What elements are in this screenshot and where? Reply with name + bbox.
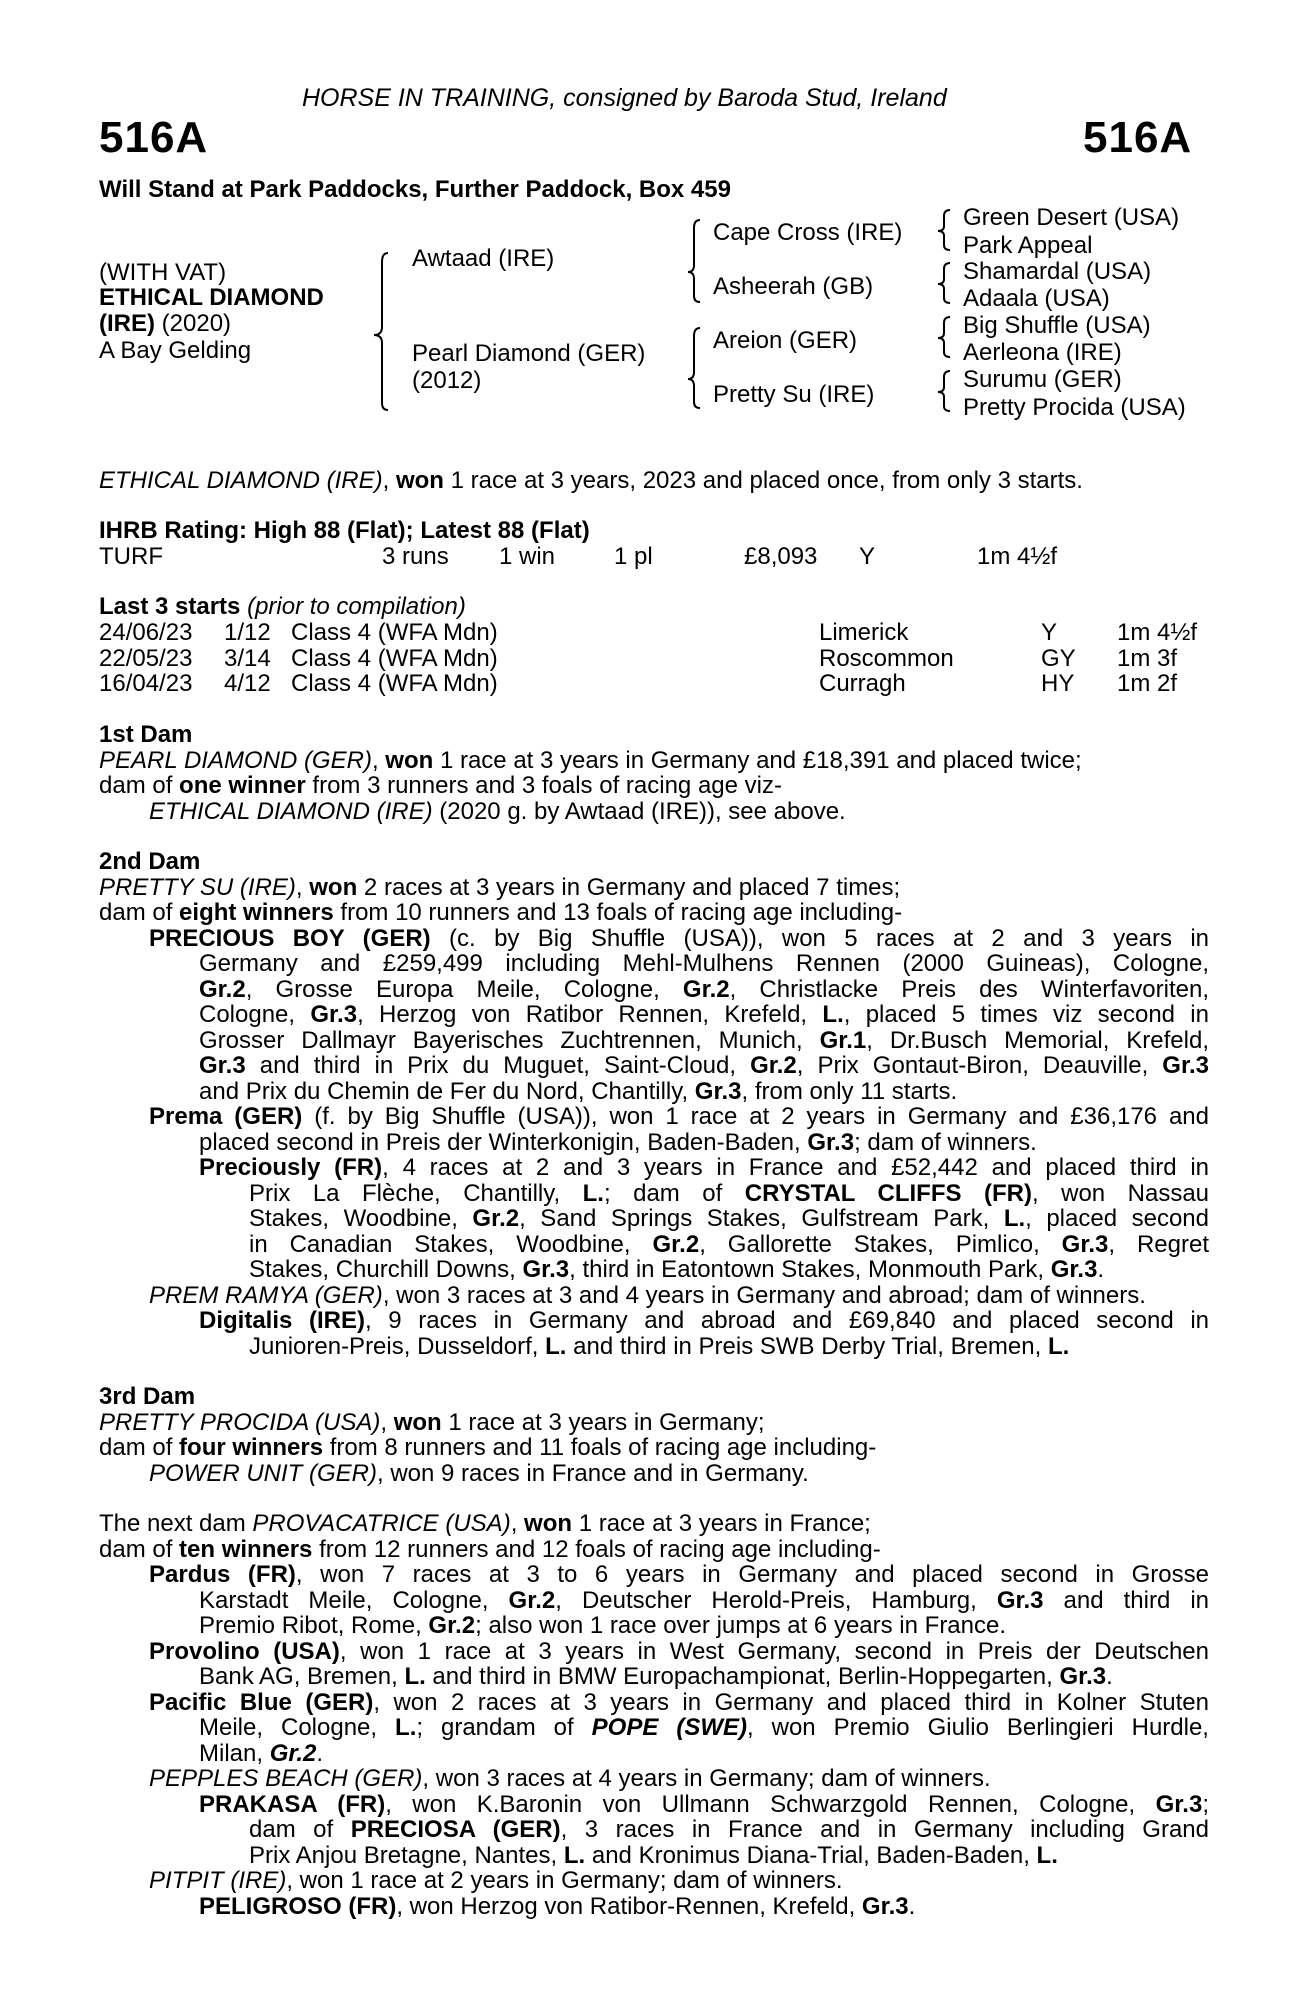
grade: Gr.3: [1162, 1052, 1209, 1079]
lot-number-right: 516A: [1083, 113, 1193, 162]
rating-wins: 1 win: [499, 543, 556, 570]
grade: L.: [822, 1001, 844, 1028]
line-text: placed second in Preis der Winterkonigin, Baden-Baden,: [199, 1128, 808, 1156]
start-race: Class 4 (WFA Mdn): [291, 670, 498, 697]
grade: Gr.3: [694, 1077, 742, 1105]
winners-count: four winners: [179, 1434, 324, 1461]
line-text: , won 3 races at 4 years in Germany; dam of winners.: [422, 1765, 991, 1792]
rating-going: Y: [859, 543, 876, 570]
line-text: Cologne,: [199, 1001, 311, 1028]
line-text: , won 9 races in France and in Germany.: [377, 1459, 809, 1487]
start-position: 1/12: [224, 619, 271, 646]
line-text: in Canadian Stakes, Woodbine,: [249, 1230, 653, 1258]
last-starts-table: [99, 620, 1219, 697]
line-text: dam of: [99, 1434, 180, 1461]
horse-name: ETHICAL DIAMOND: [99, 284, 324, 311]
offspring-name: Digitalis (IRE): [199, 1307, 365, 1334]
power-unit-entry: [99, 1461, 1209, 1487]
grade: Gr.3: [861, 1892, 909, 1920]
prem-ramya-entry: [99, 1283, 1209, 1309]
preciously-entry: [99, 1155, 1209, 1283]
start-course: Curragh: [819, 670, 906, 697]
line-text: Meile, Cologne,: [199, 1714, 396, 1741]
last-starts-label: Last 3 starts: [99, 593, 241, 620]
prakasa-entry: [99, 1792, 1209, 1869]
line-text: , won 1 race at 2 years in Germany; dam of winners.: [286, 1867, 843, 1894]
line-text: dam of: [99, 899, 180, 926]
start-date: 22/05/23: [99, 644, 193, 672]
offspring-name: PELIGROSO (FR): [199, 1892, 397, 1920]
pedigree-sire-dam: Asheerah (GB): [713, 273, 874, 300]
grade: Gr.3: [1155, 1790, 1203, 1818]
line-text: Junioren-Preis, Dusseldorf,: [249, 1332, 546, 1360]
winners-count: eight winners: [179, 899, 334, 926]
digitalis-entry: [99, 1308, 1209, 1359]
line-text: .: [908, 1892, 916, 1920]
line-text: , from only 11 starts.: [741, 1077, 958, 1105]
line-text: , won 2 races at 3 years in Germany and placed third in Kolner Stuten: [373, 1688, 1209, 1716]
grade: Gr.3: [807, 1128, 855, 1156]
offspring-name: POWER UNIT (GER): [149, 1459, 377, 1487]
line-text: , third in Eatontown Stakes, Monmouth Park,: [569, 1256, 1051, 1283]
next-dam-section: [99, 1511, 1209, 1919]
line-text: , won 7 races at 3 to 6 years in Germany and placed second in Grosse: [295, 1561, 1209, 1588]
start-date: 16/04/23: [99, 670, 193, 697]
offspring-name: Prema (GER): [149, 1103, 303, 1130]
line-text: , Dr.Busch Memorial, Krefeld,: [866, 1026, 1210, 1054]
first-dam-line: PEARL DIAMOND (GER), won 1 race at 3 years in Germany and £18,391 and placed twice;: [99, 746, 1082, 774]
start-race: Class 4 (WFA Mdn): [291, 644, 498, 672]
horse-year: (2020): [161, 310, 232, 337]
summary-horse-name: ETHICAL DIAMOND (IRE): [99, 467, 383, 494]
rating-title: IHRB Rating: High 88 (Flat); Latest 88 (Flat): [99, 517, 590, 544]
last-starts-note: (prior to compilation): [247, 593, 466, 620]
dam-name: PRETTY SU (IRE): [99, 873, 296, 901]
prema-entry: [99, 1104, 1209, 1155]
pacific-blue-entry: [99, 1690, 1209, 1767]
line-text: ; also won 1 race over jumps at 6 years in France.: [475, 1612, 1007, 1639]
grade: Gr.3: [1059, 1663, 1107, 1690]
grade: L.: [563, 1841, 586, 1869]
start-position: 4/12: [224, 670, 271, 697]
third-dam-section: [99, 1384, 1209, 1486]
line-text: Milan,: [199, 1739, 270, 1767]
peligroso-entry: [99, 1894, 1209, 1920]
consignment-line: HORSE IN TRAINING, consigned by Baroda Stud, Ireland: [302, 84, 947, 112]
pardus-entry: [99, 1562, 1209, 1639]
start-distance: 1m 2f: [1117, 670, 1178, 697]
grade: L.: [1003, 1205, 1026, 1232]
pedigree-dam: Pearl Diamond (GER): [412, 340, 646, 367]
line-text: , Gallorette Stakes, Pimlico,: [699, 1230, 1062, 1258]
second-dam-section: [99, 849, 1209, 1359]
line-text: , Christlacke Preis des Winterfavoriten,: [729, 975, 1209, 1003]
offspring-name: PRAKASA (FR): [199, 1790, 386, 1818]
offspring-name: Pacific Blue (GER): [149, 1688, 374, 1716]
summary-text: 1 race at 3 years, 2023 and placed once, from only 3 starts.: [443, 467, 1083, 494]
second-dam-produce-line: [99, 900, 1209, 926]
first-dam-heading: 1st Dam: [99, 721, 193, 748]
start-position: 3/14: [224, 644, 271, 672]
rating-runs: 3 runs: [382, 543, 449, 570]
pedigree-sire-sire: Cape Cross (IRE): [713, 219, 903, 246]
offspring-name: PITPIT (IRE): [149, 1867, 287, 1894]
grade: L.: [1036, 1841, 1058, 1869]
line-text: dam of: [99, 1535, 180, 1563]
grade: L.: [395, 1714, 417, 1741]
pedigree-ggp-7: Surumu (GER): [963, 366, 1122, 393]
third-dam-heading: 3rd Dam: [99, 1383, 196, 1410]
vat-label: (WITH VAT): [99, 259, 227, 286]
line-text: dam of: [249, 1816, 351, 1843]
grade: L.: [1047, 1332, 1070, 1360]
line-text: and third in BMW Europachampionat, Berlin-Hoppegarten,: [425, 1663, 1060, 1690]
grade: Gr.3: [996, 1586, 1044, 1614]
line-text: , won Premio Giulio Berlingieri Hurdle,: [746, 1714, 1209, 1741]
rating-distance: 1m 4½f: [977, 543, 1058, 570]
line-text: Prix La Flèche, Chantilly,: [249, 1179, 583, 1207]
line-text: Stakes, Woodbine,: [249, 1205, 473, 1232]
grade: Gr.2: [508, 1586, 556, 1614]
line-text: 1 race at 3 years in France;: [572, 1510, 871, 1537]
line-text: from 10 runners and 13 foals of racing age including-: [333, 899, 903, 926]
winners-count: one winner: [179, 772, 306, 799]
pepples-beach-entry: [99, 1766, 1209, 1792]
first-dam-offspring: [99, 799, 1209, 825]
line-text: , Prix Gontaut-Biron, Deauville,: [796, 1052, 1163, 1079]
location-line: Will Stand at Park Paddocks, Further Paddock, Box 459: [99, 176, 731, 203]
line-text: , 9 races in Germany and abroad and £69,840 and placed second in: [364, 1307, 1210, 1334]
next-dam-line: The next dam PROVACATRICE (USA), won 1 race at 3 years in France;: [99, 1510, 871, 1537]
horse-country: (IRE): [99, 310, 155, 337]
grade: L.: [545, 1332, 567, 1360]
second-dam-heading: 2nd Dam: [99, 848, 201, 875]
first-dam-section: [99, 722, 1209, 824]
line-text: 2 races at 3 years in Germany and placed 7 times;: [357, 873, 901, 901]
line-text: , 4 races at 2 and 3 years in France and £52,442 and placed third in: [382, 1154, 1210, 1181]
line-text: Prix Anjou Bretagne, Nantes,: [249, 1841, 564, 1869]
line-text: (f. by Big Shuffle (USA)), won 1 race at 2 years in Germany and £36,176 and: [302, 1103, 1209, 1130]
line-text: (2020 g. by Awtaad (IRE)), see above.: [432, 797, 846, 825]
horse-description: A Bay Gelding: [99, 337, 252, 364]
line-text: (c. by Big Shuffle (USA)), won 5 races at 2 and 3 years in: [430, 924, 1209, 952]
start-distance: 1m 4½f: [1117, 619, 1198, 646]
line-text: , placed 5 times viz second in: [843, 1001, 1209, 1028]
line-text: , Herzog von Ratibor Rennen, Krefeld,: [357, 1001, 823, 1028]
line-text: ;: [1202, 1790, 1209, 1818]
start-going: Y: [1041, 619, 1058, 646]
grade: Gr.2: [269, 1739, 317, 1767]
line-text: and third in: [1043, 1586, 1209, 1614]
won-label: won: [309, 873, 358, 901]
start-distance: 1m 3f: [1117, 644, 1178, 672]
grade: Gr.2: [652, 1230, 700, 1258]
pedigree-ggp-2: Park Appeal: [963, 232, 1093, 259]
third-dam-line: PRETTY PROCIDA (USA), won 1 race at 3 years in Germany;: [99, 1408, 765, 1436]
line-text: Grosser Dallmayr Bayerisches Zuchtrennen, Munich,: [199, 1026, 820, 1054]
line-text: from 8 runners and 11 foals of racing age including-: [323, 1434, 877, 1461]
third-dam-produce-line: [99, 1435, 1209, 1461]
line-text: , Sand Springs Stakes, Gulfstream Park,: [519, 1205, 1004, 1232]
line-text: ; dam of: [603, 1179, 745, 1207]
offspring-name: ETHICAL DIAMOND (IRE): [149, 797, 433, 825]
next-dam-produce-line: [99, 1537, 1209, 1563]
pedigree-sire: Awtaad (IRE): [412, 245, 555, 272]
won-label: won: [393, 1408, 442, 1436]
rating-row: [99, 544, 1199, 570]
offspring-name: POPE (SWE): [591, 1714, 747, 1741]
pedigree-ggp-8: Pretty Procida (USA): [963, 394, 1186, 421]
pedigree-ggp-4: Adaala (USA): [963, 285, 1110, 312]
rating-prize: £8,093: [744, 543, 818, 570]
line-text: ; grandam of: [416, 1714, 592, 1741]
line-text: and third in Preis SWB Derby Trial, Bremen,: [566, 1332, 1048, 1360]
line-text: 1 race at 3 years in Germany;: [441, 1408, 765, 1436]
line-text: , Grosse Europa Meile, Cologne,: [245, 975, 683, 1003]
grade: Gr.2: [682, 975, 730, 1003]
won-label: won: [524, 1510, 573, 1537]
offspring-name: Provolino (USA): [149, 1637, 340, 1665]
grade: Gr.2: [472, 1205, 520, 1232]
offspring-name: PRECIOSA (GER): [350, 1816, 561, 1843]
line-text: ; dam of winners.: [854, 1128, 1037, 1156]
dam-name: PEARL DIAMOND (GER): [99, 746, 372, 774]
rating-surface: TURF: [99, 543, 163, 570]
line-text: and third in Prix du Muguet, Saint-Cloud,: [245, 1052, 751, 1079]
offspring-name: PEPPLES BEACH (GER): [149, 1765, 423, 1792]
last-starts-title: [99, 594, 466, 620]
pedigree-ggp-1: Green Desert (USA): [963, 204, 1180, 231]
pitpit-entry: [99, 1868, 1209, 1894]
winners-count: ten winners: [179, 1535, 313, 1563]
grade: Gr.1: [819, 1026, 867, 1054]
won-label: won: [385, 746, 434, 774]
table-row: [99, 671, 1219, 697]
offspring-name: PREM RAMYA (GER): [149, 1281, 383, 1309]
line-text: Premio Ribot, Rome,: [199, 1612, 429, 1639]
line-text: Germany and £259,499 including Mehl-Mulhens Rennen (2000 Guineas), Cologne,: [199, 950, 1209, 977]
offspring-name: Pardus (FR): [149, 1561, 296, 1588]
table-row: [99, 646, 1219, 672]
grade: Gr.3: [1061, 1230, 1109, 1258]
line-text: , 3 races in France and in Germany including Grand: [560, 1816, 1209, 1843]
dam-name: PROVACATRICE (USA): [252, 1510, 511, 1537]
grade: Gr.2: [199, 975, 246, 1003]
first-dam-produce-line: [99, 773, 1209, 799]
line-text: from 12 runners and 12 foals of racing age including-: [312, 1535, 881, 1563]
pedigree-dam-sire: Areion (GER): [713, 327, 858, 354]
line-text: .: [316, 1739, 324, 1767]
offspring-name: Preciously (FR): [199, 1154, 383, 1181]
start-race: Class 4 (WFA Mdn): [291, 619, 498, 646]
line-text: , placed second: [1025, 1205, 1209, 1232]
pedigree-dam-dam: Pretty Su (IRE): [713, 381, 875, 408]
offspring-name: PRECIOUS BOY (GER): [149, 924, 431, 952]
second-dam-line: PRETTY SU (IRE), won 2 races at 3 years in Germany and placed 7 times;: [99, 873, 901, 901]
summary-won: won: [395, 467, 444, 494]
line-text: Karstadt Meile, Cologne,: [199, 1586, 509, 1614]
grade: Gr.3: [199, 1052, 246, 1079]
pedigree-ggp-5: Big Shuffle (USA): [963, 312, 1151, 339]
grade: Gr.2: [428, 1612, 476, 1639]
line-text: .: [1097, 1256, 1105, 1283]
grade: Gr.3: [310, 1001, 358, 1028]
grade: Gr.2: [750, 1052, 797, 1079]
line-text: Bank AG, Bremen,: [199, 1663, 405, 1690]
line-text: , won Nassau: [1031, 1179, 1210, 1207]
grade: L.: [404, 1663, 426, 1690]
pedigree-ggp-3: Shamardal (USA): [963, 258, 1152, 285]
start-course: Limerick: [819, 619, 909, 646]
start-course: Roscommon: [819, 644, 954, 672]
line-text: , won 1 race at 3 years in West Germany, second in Preis der Deutschen: [339, 1637, 1210, 1665]
line-text: dam of: [99, 772, 180, 799]
pedigree-ggp-6: Aerleona (IRE): [963, 339, 1122, 366]
rating-placed: 1 pl: [614, 543, 653, 570]
line-text: and Prix du Chemin de Fer du Nord, Chantilly,: [199, 1077, 695, 1105]
pedigree-dam-year: (2012): [412, 367, 482, 394]
start-going: HY: [1041, 670, 1075, 697]
table-row: [99, 620, 1219, 646]
line-text: .: [1106, 1663, 1113, 1690]
line-text: , Deutscher Herold-Preis, Hamburg,: [555, 1586, 997, 1614]
grade: Gr.3: [1050, 1256, 1098, 1283]
line-text: 1 race at 3 years in Germany and £18,391 and placed twice;: [433, 746, 1082, 774]
start-going: GY: [1041, 644, 1076, 672]
line-text: , won Herzog von Ratibor-Rennen, Krefeld,: [396, 1892, 862, 1920]
offspring-name: CRYSTAL CLIFFS (FR): [744, 1179, 1032, 1207]
line-text: The next dam: [99, 1510, 253, 1537]
race-summary: ETHICAL DIAMOND (IRE), won 1 race at 3 years, 2023 and placed once, from only 3 starts.: [99, 467, 1083, 494]
line-text: and Kronimus Diana-Trial, Baden-Baden,: [585, 1841, 1037, 1869]
lot-number-left: 516A: [99, 113, 209, 162]
provolino-entry: [99, 1639, 1209, 1690]
line-text: from 3 runners and 3 foals of racing age viz-: [305, 772, 782, 799]
grade: Gr.3: [522, 1256, 570, 1283]
precious-boy-entry: [99, 926, 1209, 1105]
line-text: , Regret: [1108, 1230, 1210, 1258]
start-date: 24/06/23: [99, 619, 193, 646]
line-text: , won 3 races at 3 and 4 years in Germany and abroad; dam of winners.: [382, 1281, 1146, 1309]
line-text: , won K.Baronin von Ullmann Schwarzgold Rennen, Cologne,: [385, 1790, 1156, 1818]
grade: L.: [582, 1179, 604, 1207]
line-text: Stakes, Churchill Downs,: [249, 1256, 523, 1283]
dam-name: PRETTY PROCIDA (USA): [99, 1408, 381, 1436]
